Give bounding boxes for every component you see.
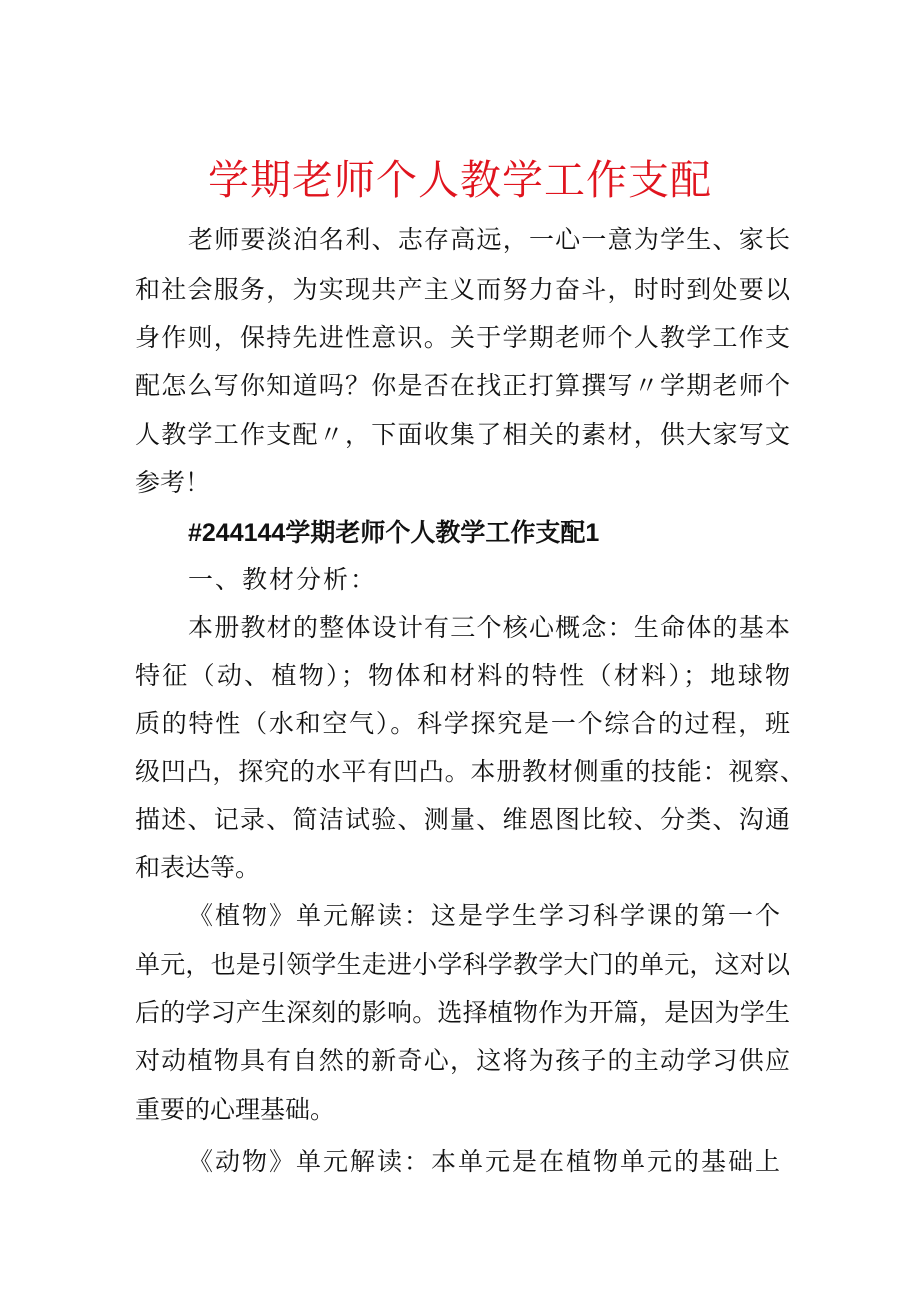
subheading: 一、教材分析： <box>188 565 378 594</box>
para-line: 《植物》单元解读：这是学生学习科学课的第一个 <box>188 901 780 930</box>
intro-line: 老师要淡泊名利、志存高远，一心一意为学生、家长 <box>188 225 790 254</box>
intro-line: 参考！ <box>135 468 211 497</box>
intro-line: 配怎么写你知道吗？你是否在找正打算撰写〃学期老师个 <box>135 371 790 400</box>
para-line: 单元，也是引领学生走进小学科学教学大门的单元，这对以 <box>135 950 790 979</box>
para-line: 和表达等。 <box>135 853 261 882</box>
intro-line: 和社会服务，为实现共产主义而努力奋斗，时时到处要以 <box>135 275 790 304</box>
section-heading <box>188 516 599 550</box>
para-line: 对动植物具有自然的新奇心，这将为孩子的主动学习供应 <box>135 1046 790 1075</box>
para-line: 质的特性（水和空气）。科学探究是一个综合的过程，班 <box>135 709 790 738</box>
para-line: 后的学习产生深刻的影响。选择植物作为开篇，是因为学生 <box>135 998 790 1027</box>
para-line: 《动物》单元解读：本单元是在植物单元的基础上 <box>188 1147 780 1176</box>
intro-line: 身作则，保持先进性意识。关于学期老师个人教学工作支 <box>135 323 790 352</box>
para-line: 特征（动、植物）；物体和材料的特性（材料）；地球物 <box>135 661 790 690</box>
para-line: 级凹凸，探究的水平有凹凸。本册教材侧重的技能：视察、 <box>135 757 805 786</box>
para-line: 重要的心理基础。 <box>135 1095 336 1124</box>
section-heading-text: #244144学期老师个人教学工作支配1 <box>188 519 600 547</box>
intro-line: 人教学工作支配〃，下面收集了相关的素材，供大家写文 <box>135 420 790 449</box>
para-line: 本册教材的整体设计有三个核心概念：生命体的基本 <box>188 613 790 642</box>
para-line: 描述、记录、简洁试验、测量、维恩图比较、分类、沟通 <box>135 805 790 834</box>
document-title: 学期老师个人教学工作支配 <box>208 156 712 204</box>
